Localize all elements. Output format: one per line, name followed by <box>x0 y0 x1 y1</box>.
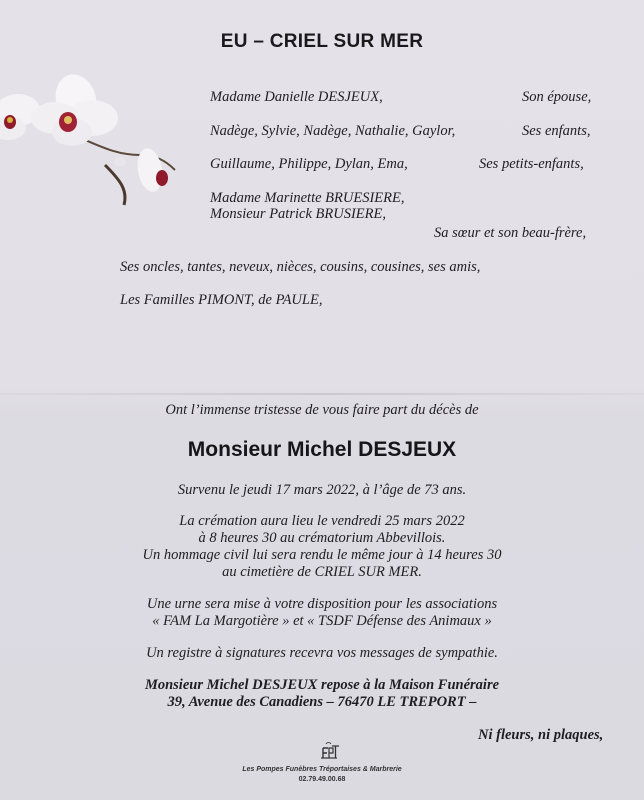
no-flowers-line: Ni fleurs, ni plaques, <box>478 727 604 743</box>
rest-line-2: 39, Avenue des Canadiens – 76470 LE TREPORT – <box>167 694 477 710</box>
cremation-line-2: à 8 heures 30 au crématorium Abbevillois. <box>198 530 446 546</box>
families-line: Les Familles PIMONT, de PAULE, <box>120 292 323 308</box>
paper-fold-line <box>0 393 644 395</box>
deceased-name: Monsieur Michel DESJEUX <box>187 438 457 461</box>
urn-line-2: « FAM La Margotière » et « TSDF Défense des Animaux » <box>152 613 492 629</box>
children-role: Ses enfants, <box>522 123 591 139</box>
town-title: EU – CRIEL SUR MER <box>220 31 424 52</box>
orchid-flower-icon <box>0 70 190 210</box>
sister-role: Sa sœur et son beau-frère, <box>434 225 587 241</box>
rest-line-1: Monsieur Michel DESJEUX repose à la Maison Funéraire <box>144 677 500 693</box>
grandchildren-names: Guillaume, Philippe, Dylan, Ema, <box>210 156 408 172</box>
funeral-home-logo-icon <box>317 740 341 762</box>
tribute-line-1: Un hommage civil lui sera rendu le même jour à 14 heures 30 <box>142 547 502 563</box>
grandchildren-role: Ses petits-enfants, <box>479 156 584 172</box>
children-names: Nadège, Sylvie, Nadège, Nathalie, Gaylor, <box>210 123 456 139</box>
funeral-home-name: Les Pompes Funèbres Tréportaises & Marbrerie <box>242 766 402 773</box>
spouse-name: Madame Danielle DESJEUX, <box>210 89 383 105</box>
relatives-line: Ses oncles, tantes, neveux, nièces, cousins, cousines, ses amis, <box>120 259 481 275</box>
funeral-home-phone: 02.79.49.00.68 <box>298 776 346 783</box>
intro-line: Ont l’immense tristesse de vous faire part du décès de <box>165 402 479 418</box>
date-line: Survenu le jeudi 17 mars 2022, à l’âge de 73 ans. <box>177 482 467 498</box>
brother-in-law-name: Monsieur Patrick BRUSIERE, <box>210 206 386 222</box>
sister-name: Madame Marinette BRUESIERE, <box>210 190 405 206</box>
register-line: Un registre à signatures recevra vos messages de sympathie. <box>146 645 498 661</box>
tribute-line-2: au cimetière de CRIEL SUR MER. <box>222 564 422 580</box>
cremation-line-1: La crémation aura lieu le vendredi 25 mars 2022 <box>179 513 465 529</box>
urn-line-1: Une urne sera mise à votre disposition pour les associations <box>146 596 498 612</box>
spouse-role: Son épouse, <box>522 89 592 105</box>
